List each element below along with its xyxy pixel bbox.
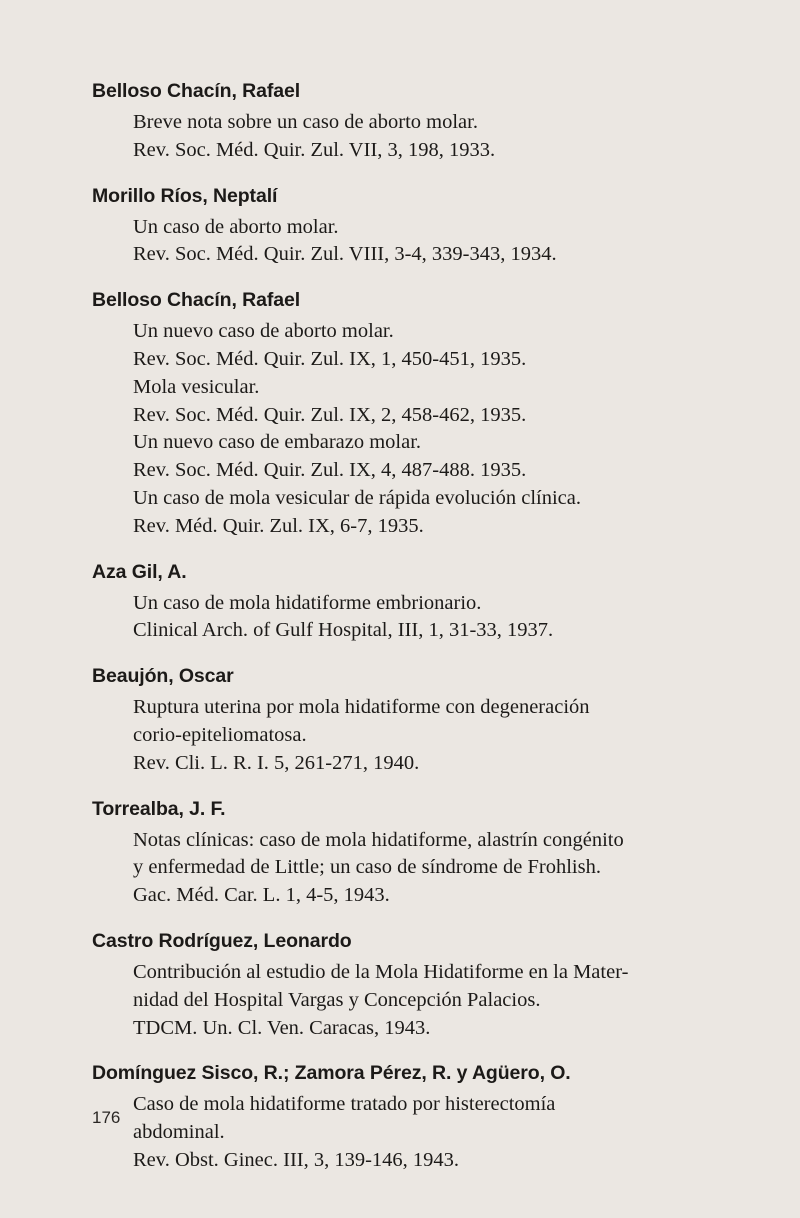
bibliography-entry <box>92 796 724 910</box>
work-title: Un caso de mola vesicular de rápida evolución clínica. <box>133 486 581 509</box>
bibliography-entry <box>92 928 724 1042</box>
entry-works <box>133 694 724 777</box>
work-title: Breve nota sobre un caso de aborto molar. <box>133 111 478 133</box>
work-title: Mola vesicular. <box>133 375 260 398</box>
bibliography-entry <box>92 559 724 646</box>
work-citation: Rev. Méd. Quir. Zul. IX, 6-7, 1935. <box>133 514 424 537</box>
entry-author: Domínguez Sisco, R.; Zamora Pérez, R. y Agüero, O. <box>92 1062 571 1085</box>
work-title: Caso de mola hidatiforme tratado por histerectomía <box>133 1093 556 1116</box>
work-citation: Rev. Soc. Méd. Quir. Zul. IX, 4, 487-488. 1935. <box>133 459 527 482</box>
work-citation: Rev. Soc. Méd. Quir. Zul. IX, 1, 450-451, 1935. <box>133 347 527 370</box>
entry-works <box>133 827 724 910</box>
work-citation: Rev. Soc. Méd. Quir. Zul. VII, 3, 198, 1933. <box>133 138 496 161</box>
work-title: Notas clínicas: caso de mola hidatiforme, alastrín congénito <box>133 828 624 851</box>
work-title: Contribución al estudio de la Mola Hidatiforme en la Mater- <box>133 960 629 983</box>
work-title: Un nuevo caso de aborto molar. <box>133 320 394 343</box>
work-title: Un nuevo caso de embarazo molar. <box>133 431 422 454</box>
page-number: 176 <box>92 1108 121 1127</box>
work-citation: Rev. Obst. Ginec. III, 3, 139-146, 1943. <box>133 1148 460 1171</box>
work-title: corio-epiteliomatosa. <box>133 723 307 746</box>
entry-works <box>133 109 724 165</box>
entry-author: Belloso Chacín, Rafael <box>92 80 301 102</box>
work-title: nidad del Hospital Vargas y Concepción Palacios. <box>133 988 541 1011</box>
entry-author: Belloso Chacín, Rafael <box>92 289 301 312</box>
entry-author: Beaujón, Oscar <box>92 665 234 688</box>
work-title: Un caso de mola hidatiforme embrionario. <box>133 591 482 614</box>
entry-author: Castro Rodríguez, Leonardo <box>92 929 352 952</box>
work-citation: Clinical Arch. of Gulf Hospital, III, 1, 31-33, 1937. <box>133 619 554 642</box>
entry-author: Torrealba, J. F. <box>92 797 226 820</box>
bibliography-entry <box>92 78 724 165</box>
work-title: Ruptura uterina por mola hidatiforme con degeneración <box>133 696 590 719</box>
entry-works <box>133 318 724 540</box>
bibliography-entry <box>92 663 724 777</box>
entry-author: Morillo Ríos, Neptalí <box>92 184 278 207</box>
entry-works <box>133 590 724 646</box>
work-title: abdominal. <box>133 1121 225 1144</box>
bibliography-entry <box>92 287 724 540</box>
work-citation: Rev. Cli. L. R. I. 5, 261-271, 1940. <box>133 751 420 774</box>
entry-works <box>133 1091 724 1174</box>
bibliography-entry <box>92 183 724 270</box>
work-title: Un caso de aborto molar. <box>133 215 339 238</box>
work-citation: TDCM. Un. Cl. Ven. Caracas, 1943. <box>133 1016 431 1039</box>
entry-works <box>133 214 724 270</box>
entry-works <box>133 959 724 1042</box>
bibliography-entry <box>92 1060 724 1174</box>
entry-author: Aza Gil, A. <box>92 560 187 583</box>
bibliography-page <box>92 78 724 1193</box>
work-citation: Gac. Méd. Car. L. 1, 4-5, 1943. <box>133 884 390 907</box>
work-citation: Rev. Soc. Méd. Quir. Zul. IX, 2, 458-462, 1935. <box>133 403 527 426</box>
work-title: y enfermedad de Little; un caso de síndrome de Frohlish. <box>133 856 601 879</box>
work-citation: Rev. Soc. Méd. Quir. Zul. VIII, 3-4, 339-343, 1934. <box>133 243 557 266</box>
